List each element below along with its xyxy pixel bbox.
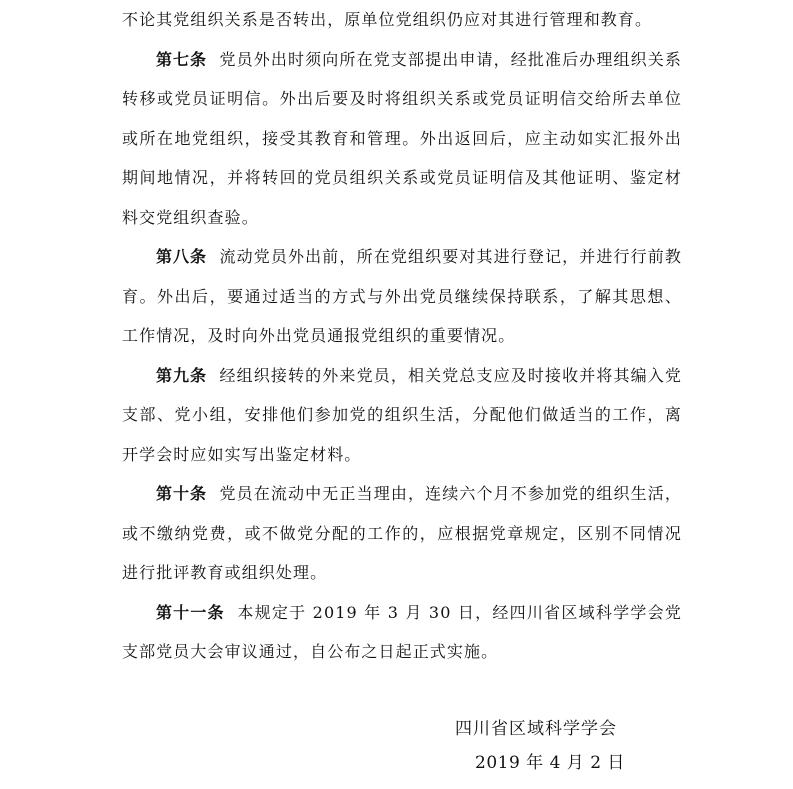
article-9-text: 经组织接转的外来党员，相关党总支应及时接收并将其编入党支部、党小组，安排他们参加党的组织生活，分配他们做适当的工作，离开学会时应如实写出鉴定材料。 — [122, 365, 682, 464]
article-10-text: 党员在流动中无正当理由，连续六个月不参加党的组织生活，或不缴纳党费，或不做党分配的工作的，应根据党章规定，区别不同情况进行批评教育或组织处理。 — [122, 484, 682, 582]
article-8-heading: 第八条 — [156, 247, 208, 266]
document-body — [122, 0, 682, 672]
article-11-text: 本规定于 2019 年 3 月 30 日，经四川省区域科学学会党支部党员大会审议通过，自公布之日起正式实施。 — [122, 602, 682, 661]
article-8 — [122, 237, 682, 356]
article-10-heading: 第十条 — [156, 484, 208, 503]
article-11-heading: 第十一条 — [156, 602, 225, 622]
signature-organization: 四川省区域科学学会 — [455, 719, 617, 739]
article-9-heading: 第九条 — [156, 365, 208, 385]
signature-date: 2019 年 4 月 2 日 — [475, 753, 625, 773]
article-9 — [122, 356, 682, 475]
article-7-text: 党员外出时须向所在党支部提出申请，经批准后办理组织关系转移或党员证明信。外出后要及时将组织关系或党员证明信交给所去单位或所在地党组织，接受其教育和管理。外出返回后，应主动如实汇报外出期间地情况，并将转回的党员组织关系或党员证明信及其他证明、鉴定材料交党组织查验。 — [122, 49, 682, 227]
article-8-text: 流动党员外出前，所在党组织要对其进行登记，并进行行前教育。外出后，要通过适当的方式与外出党员继续保持联系，了解其思想、工作情况，及时向外出党员通报党组织的重要情况。 — [122, 247, 682, 345]
article-10 — [122, 474, 682, 593]
lead-paragraph: 不论其党组织关系是否转出，原单位党组织仍应对其进行管理和教育。 — [122, 10, 653, 29]
signature-block — [420, 712, 660, 780]
article-11 — [122, 593, 682, 672]
article-7-heading: 第七条 — [156, 49, 208, 69]
article-7 — [122, 40, 682, 238]
